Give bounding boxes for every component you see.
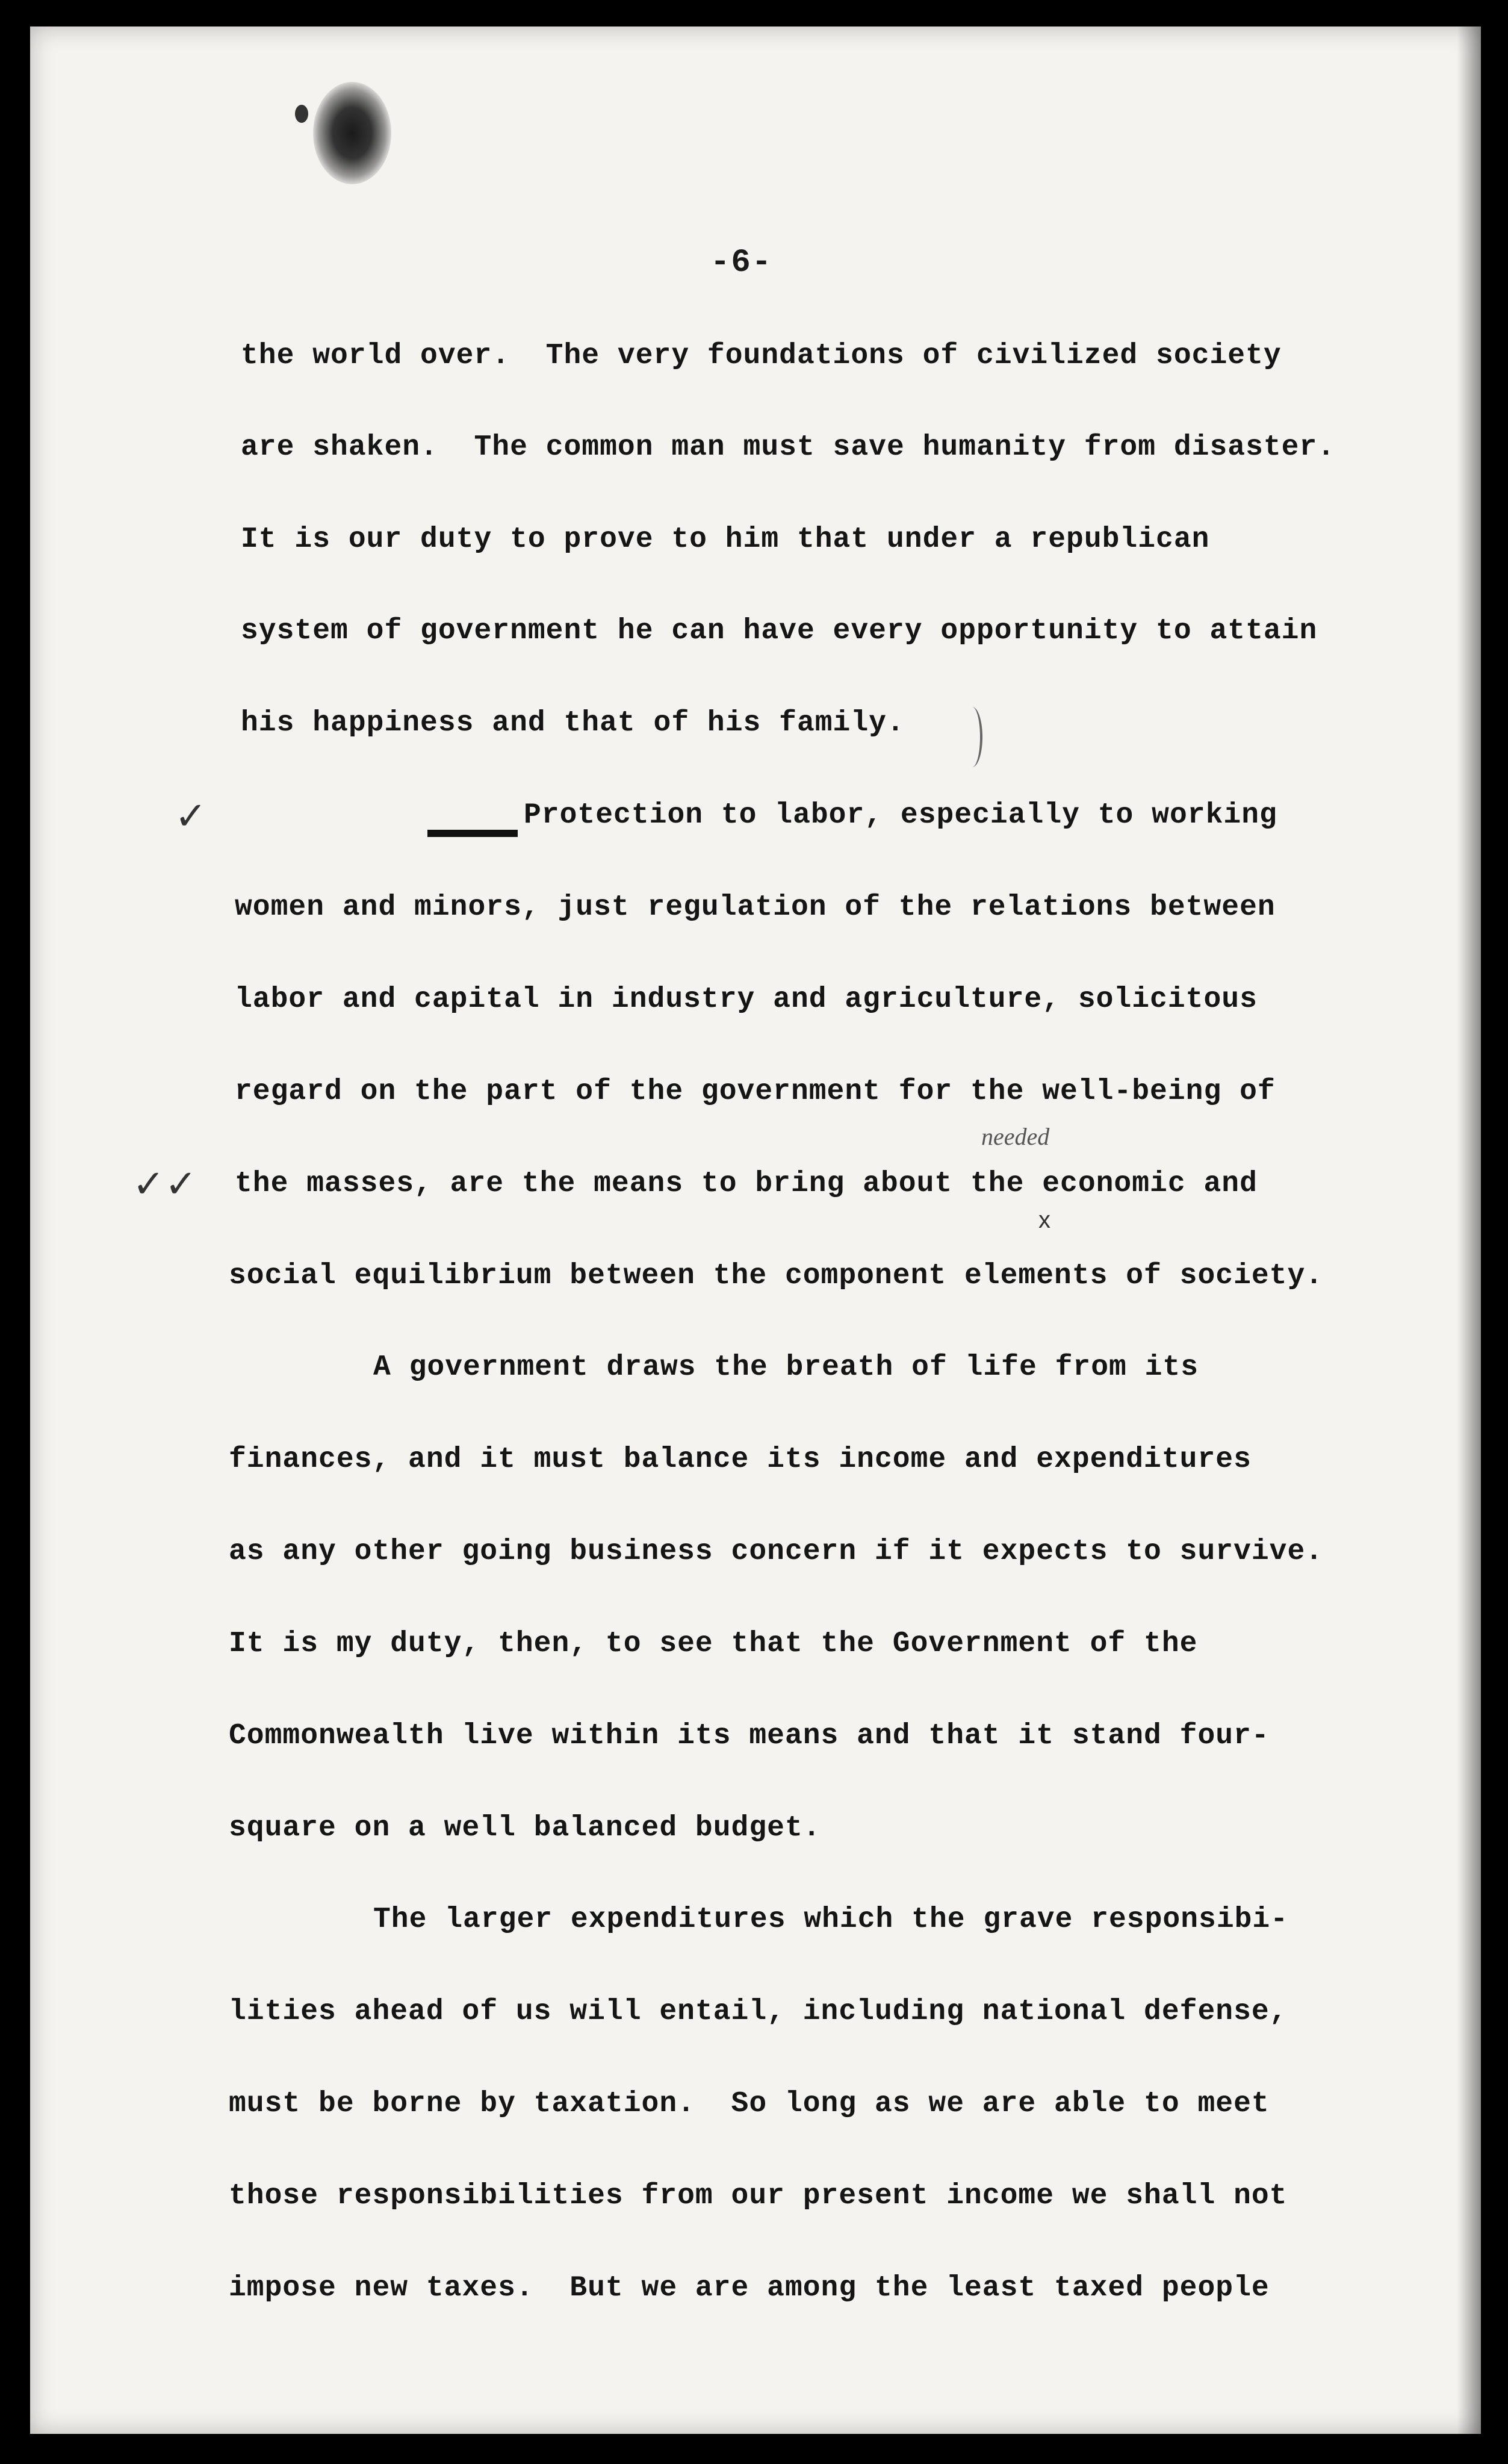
text-line-17: square on a well balanced budget. (229, 1812, 821, 1844)
text-line-22: impose new taxes. But we are among the least taxed people (229, 2272, 1270, 2304)
pencil-bracket (962, 707, 982, 767)
text-line-11: social equilibrium between the component elements of society. (229, 1260, 1324, 1292)
text-line-21: those responsibilities from our present income we shall not (229, 2180, 1288, 2212)
text-line-5: his happiness and that of his family. (241, 707, 905, 739)
page-number: -6- (710, 244, 773, 281)
text-line-14: as any other going business concern if it expects to survive. (229, 1535, 1324, 1568)
page-edge-shadow (1457, 26, 1481, 2434)
text-line-9: regard on the part of the government for the well-being of (235, 1075, 1276, 1108)
text-line-10: the masses, are the means to bring about the economic and (235, 1168, 1258, 1200)
text-line-18: The larger expenditures which the grave responsibi- (373, 1903, 1289, 1936)
text-line-12: A government draws the breath of life from its (373, 1351, 1199, 1384)
text-line-7: women and minors, just regulation of the relations between (235, 891, 1276, 924)
text-line-15: It is my duty, then, to see that the Government of the (229, 1628, 1198, 1660)
margin-check-mark: ✓ (175, 795, 207, 838)
text-line-16: Commonwealth live within its means and that it stand four- (229, 1720, 1270, 1752)
text-line-8: labor and capital in industry and agriculture, solicitous (235, 983, 1258, 1016)
text-line-13: finances, and it must balance its income and expenditures (229, 1443, 1252, 1476)
insertion-caret-icon: x (1038, 1207, 1050, 1233)
handwritten-insert: needed (981, 1123, 1050, 1150)
text-line-2: are shaken. The common man must save humanity from disaster. (241, 431, 1336, 464)
strikethrough-mark (427, 830, 518, 837)
margin-double-check-mark: ✓✓ (132, 1163, 197, 1206)
text-line-6: Protection to labor, especially to working (524, 799, 1277, 832)
text-line-1: the world over. The very foundations of civilized society (241, 340, 1282, 372)
ink-smudge (313, 82, 391, 184)
text-line-19: lities ahead of us will entail, including national defense, (229, 1996, 1288, 2028)
ink-dot (295, 105, 308, 123)
text-line-20: must be borne by taxation. So long as we are able to meet (229, 2088, 1270, 2120)
text-line-4: system of government he can have every opportunity to attain (241, 615, 1318, 647)
text-line-3: It is our duty to prove to him that under a republican (241, 523, 1210, 556)
document-page (30, 26, 1481, 2434)
